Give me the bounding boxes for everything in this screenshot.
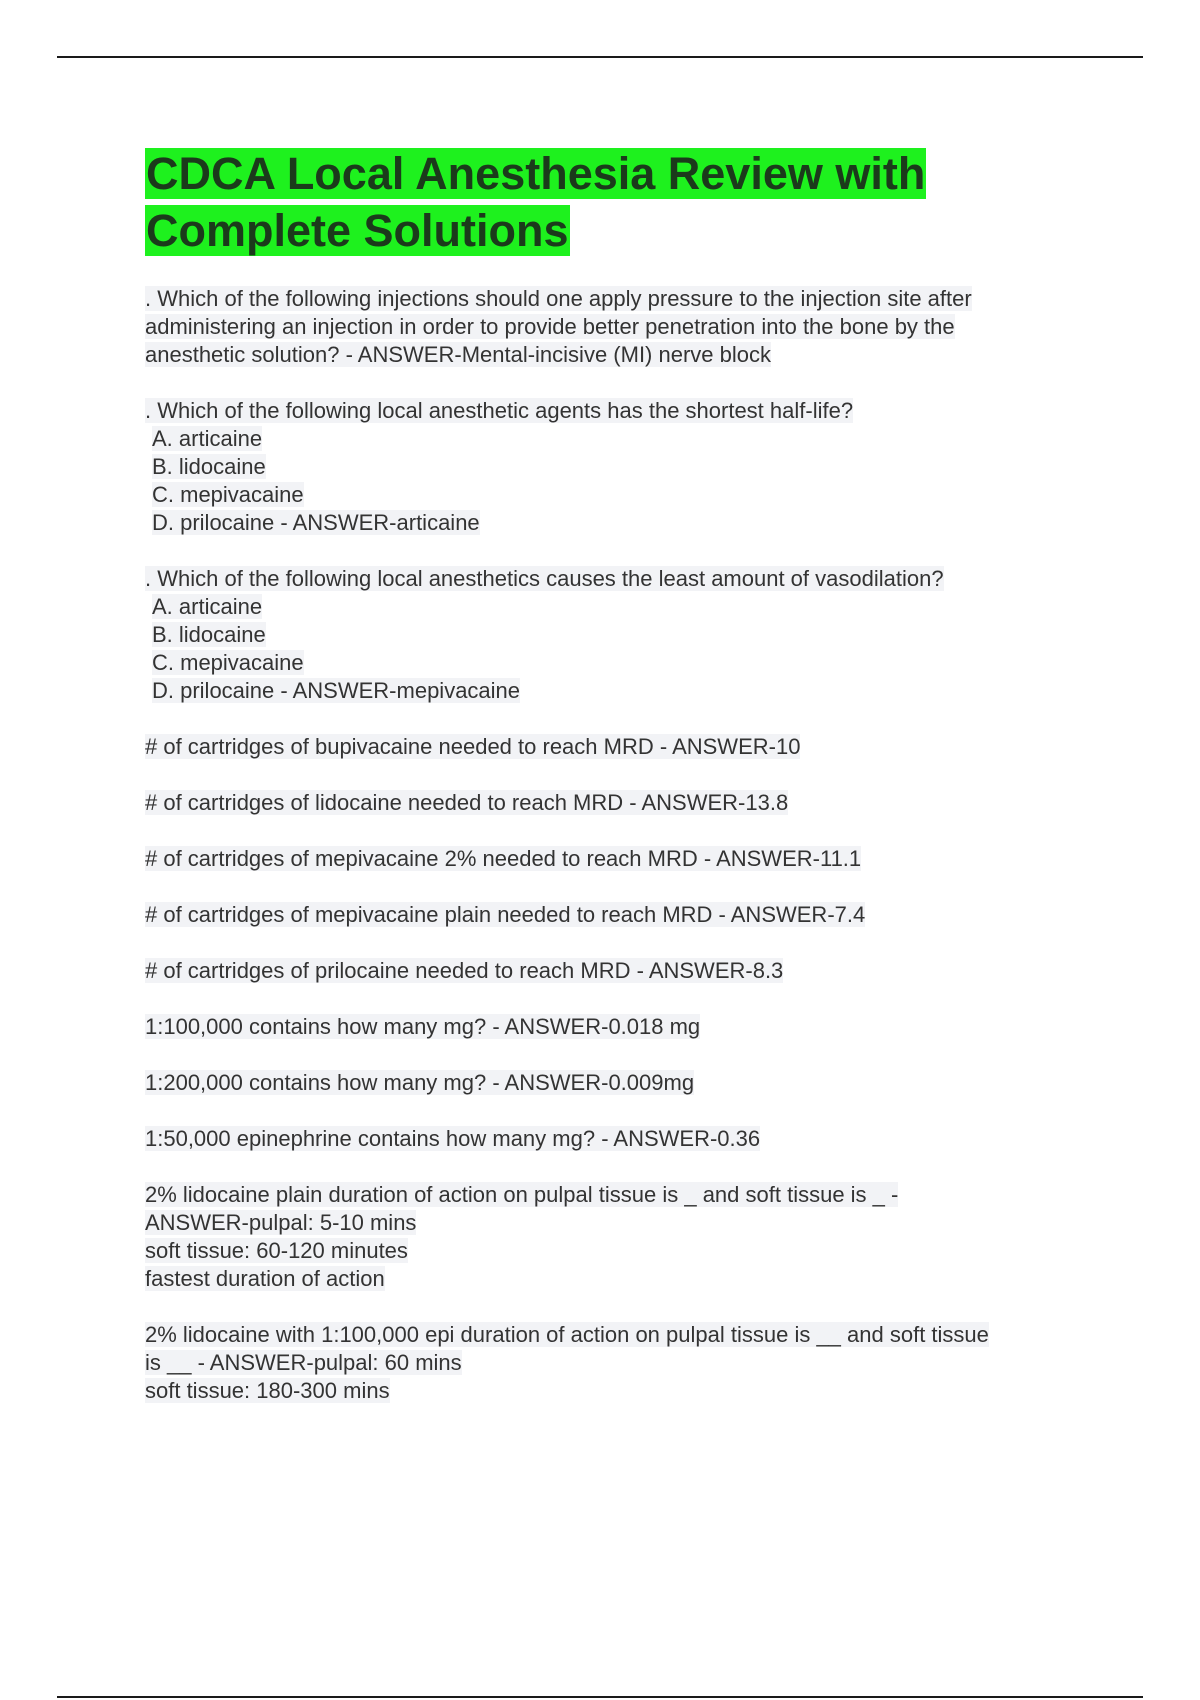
qa-entry (145, 789, 1075, 817)
question-line: 2% lidocaine plain duration of action on pulpal tissue is _ and soft tissue is _ - (145, 1182, 899, 1207)
qa-entry (145, 397, 1075, 537)
option-c: C. mepivacaine (152, 650, 304, 675)
answer-line: fastest duration of action (145, 1266, 385, 1291)
question-line: 2% lidocaine with 1:100,000 epi duration of action on pulpal tissue is __ and soft tissue (145, 1322, 989, 1347)
qa-entry (145, 1321, 1075, 1405)
qa-line: 1:200,000 contains how many mg? - ANSWER-0.009mg (145, 1070, 695, 1095)
qa-line: # of cartridges of prilocaine needed to reach MRD - ANSWER-8.3 (145, 958, 784, 983)
qa-line: # of cartridges of mepivacaine plain needed to reach MRD - ANSWER-7.4 (145, 902, 866, 927)
question-line: administering an injection in order to provide better penetration into the bone by the (145, 314, 955, 339)
option-b: B. lidocaine (152, 622, 266, 647)
qa-entry (145, 285, 1075, 369)
qa-entry (145, 733, 1075, 761)
document-body (145, 145, 1075, 1433)
question-line: . Which of the following local anesthetics causes the least amount of vasodilation? (145, 566, 944, 591)
header-rule (57, 56, 1143, 58)
qa-line: 1:100,000 contains how many mg? - ANSWER-0.018 mg (145, 1014, 701, 1039)
qa-line: 1:50,000 epinephrine contains how many mg? - ANSWER-0.36 (145, 1126, 761, 1151)
option-c: C. mepivacaine (152, 482, 304, 507)
qa-entry (145, 1069, 1075, 1097)
qa-entry (145, 1125, 1075, 1153)
qa-line: # of cartridges of bupivacaine needed to reach MRD - ANSWER-10 (145, 734, 801, 759)
answer-line: is __ - ANSWER-pulpal: 60 mins (145, 1350, 462, 1375)
answer-line: soft tissue: 60-120 minutes (145, 1238, 408, 1263)
qa-entry (145, 845, 1075, 873)
answer-line: anesthetic solution? - ANSWER-Mental-incisive (MI) nerve block (145, 342, 772, 367)
question-line: . Which of the following local anesthetic agents has the shortest half-life? (145, 398, 854, 423)
qa-entry (145, 957, 1075, 985)
option-d-answer: D. prilocaine - ANSWER-mepivacaine (152, 678, 521, 703)
document-title (145, 145, 1075, 259)
title-line-2: Complete Solutions (146, 205, 569, 256)
qa-entry (145, 565, 1075, 705)
qa-entry (145, 1181, 1075, 1293)
footer-rule (57, 1696, 1143, 1698)
option-b: B. lidocaine (152, 454, 266, 479)
qa-entry (145, 901, 1075, 929)
qa-line: # of cartridges of mepivacaine 2% needed to reach MRD - ANSWER-11.1 (145, 846, 862, 871)
qa-line: # of cartridges of lidocaine needed to reach MRD - ANSWER-13.8 (145, 790, 789, 815)
answer-line: ANSWER-pulpal: 5-10 mins (145, 1210, 417, 1235)
question-line: . Which of the following injections should one apply pressure to the injection site after (145, 286, 972, 311)
option-a: A. articaine (152, 426, 263, 451)
title-line-1: CDCA Local Anesthesia Review with (146, 148, 926, 199)
answer-line: soft tissue: 180-300 mins (145, 1378, 390, 1403)
qa-entry (145, 1013, 1075, 1041)
option-d-answer: D. prilocaine - ANSWER-articaine (152, 510, 480, 535)
option-a: A. articaine (152, 594, 263, 619)
